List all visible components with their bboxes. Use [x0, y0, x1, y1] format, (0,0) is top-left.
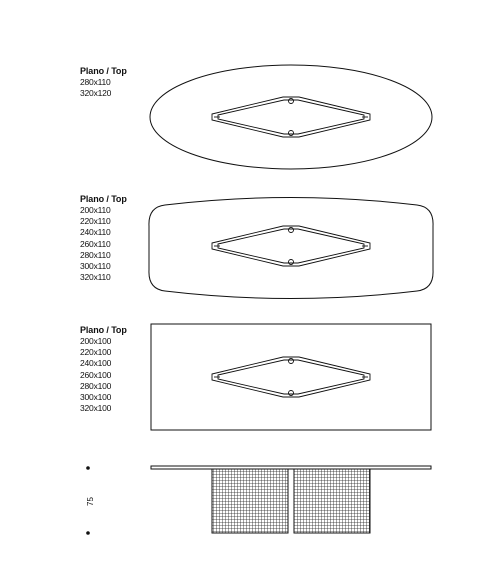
size-option: 320x100: [80, 403, 112, 414]
height-dimension: [86, 466, 95, 535]
size-list-title: Plano / Top: [80, 66, 127, 76]
size-option: 320x120: [80, 88, 112, 99]
size-option: 280x100: [80, 380, 112, 391]
size-option: 320x110: [80, 272, 111, 283]
rounded-table-top: [149, 198, 433, 299]
size-option: 240x100: [80, 358, 112, 369]
size-list-title: Plano / Top: [80, 325, 127, 335]
size-list-title: Plano / Top: [80, 194, 127, 204]
size-option: 200x100: [80, 336, 112, 346]
size-option: 220x110: [80, 216, 111, 227]
size-option: 280x110: [80, 77, 111, 87]
size-option: 200x110: [80, 205, 111, 215]
mesh-base-panel-left: [212, 469, 288, 533]
rectangle-top-outline: [151, 324, 431, 430]
elevation-top-slab: [151, 466, 431, 469]
size-option: 300x110: [80, 261, 111, 272]
dimension-dot-bottom: [86, 531, 90, 535]
size-option: 240x110: [80, 227, 111, 238]
size-option: 220x100: [80, 347, 112, 358]
oval-table-top: [150, 65, 432, 169]
height-label: 75: [86, 497, 95, 506]
diamond-base-outline: [212, 226, 370, 266]
dimension-dot-top: [86, 466, 90, 470]
size-option: 300x100: [80, 392, 112, 403]
rectangle-table-top: [151, 324, 431, 430]
size-option: 280x110: [80, 249, 111, 260]
rounded-top-outline: [149, 198, 433, 299]
size-option: 260x100: [80, 369, 112, 380]
diamond-base-outline: [212, 97, 370, 137]
oval-top-outline: [150, 65, 432, 169]
mesh-base-panel-right: [294, 469, 370, 533]
side-elevation: [151, 466, 431, 533]
diamond-base-outline: [212, 357, 370, 397]
size-option: 260x110: [80, 238, 111, 249]
